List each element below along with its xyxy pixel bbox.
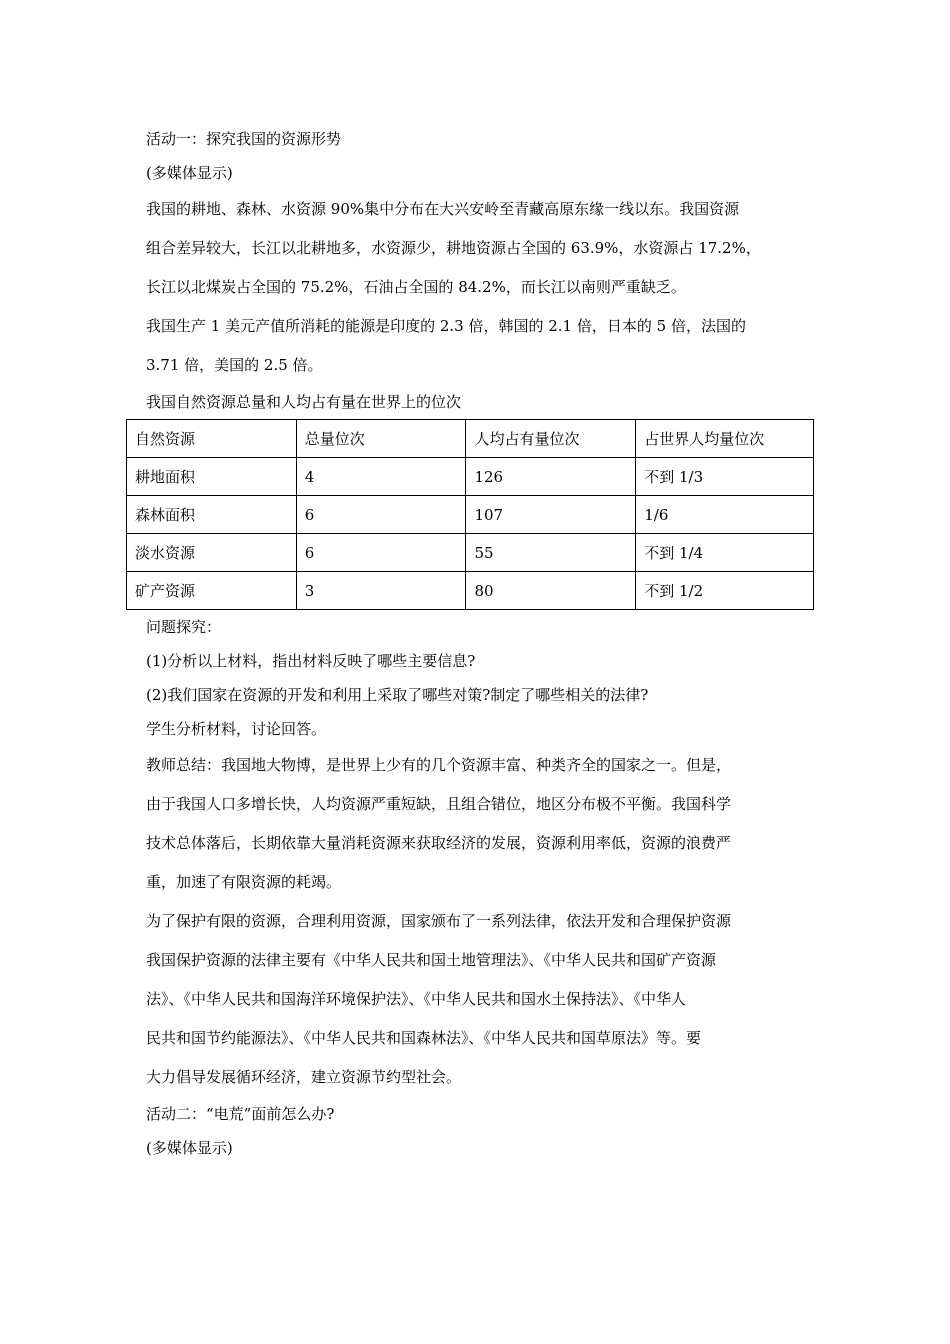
paragraph-line: 我国的耕地、森林、水资源 90%集中分布在大兴安岭至青藏高原东缘一线以东。我国资源 xyxy=(146,200,740,218)
table-cell: 4 xyxy=(296,458,466,496)
paragraph-line: 我国生产 1 美元产值所消耗的能源是印度的 2.3 倍，韩国的 2.1 倍，日本的 5 倍，法国的 xyxy=(146,317,746,335)
table-cell: 不到 1/3 xyxy=(636,458,814,496)
activity2-title: 活动二：“电荒”面前怎么办? xyxy=(146,1105,335,1123)
paragraph-line: 技术总体落后，长期依靠大量消耗资源来获取经济的发展，资源利用率低，资源的浪费严 xyxy=(146,834,732,852)
table-cell: 3 xyxy=(296,572,466,610)
table-title: 我国自然资源总量和人均占有量在世界上的位次 xyxy=(146,393,462,411)
activity1-title: 活动一：探究我国的资源形势 xyxy=(146,130,342,148)
table-header-cell: 自然资源 xyxy=(127,420,297,458)
table-cell: 1/6 xyxy=(636,496,814,534)
media-note: (多媒体显示) xyxy=(146,1139,233,1157)
table-header-row xyxy=(127,420,814,458)
questions-label: 问题探究： xyxy=(146,618,222,636)
table-header-cell: 占世界人均量位次 xyxy=(636,420,814,458)
paragraph-line: 为了保护有限的资源，合理利用资源，国家颁布了一系列法律，依法开发和合理保护资源 xyxy=(146,912,732,930)
paragraph-line: 我国保护资源的法律主要有《中华人民共和国土地管理法》、《中华人民共和国矿产资源 xyxy=(146,951,717,969)
table-row xyxy=(127,534,814,572)
question-1: (1)分析以上材料，指出材料反映了哪些主要信息? xyxy=(146,652,476,670)
paragraph-line: 由于我国人口多增长快，人均资源严重短缺，且组合错位，地区分布极不平衡。我国科学 xyxy=(146,795,732,813)
document-page xyxy=(135,122,814,1165)
table-cell: 80 xyxy=(466,572,636,610)
table-row xyxy=(127,458,814,496)
table-cell: 耕地面积 xyxy=(127,458,297,496)
table-header-cell: 总量位次 xyxy=(296,420,466,458)
paragraph-line: 大力倡导发展循环经济，建立资源节约型社会。 xyxy=(146,1068,462,1086)
resource-distribution-paragraph xyxy=(146,190,814,307)
paragraph-line: 民共和国节约能源法》、《中华人民共和国森林法》、《中华人民共和国草原法》等。要 xyxy=(146,1029,702,1047)
table-cell: 矿产资源 xyxy=(127,572,297,610)
table-row xyxy=(127,496,814,534)
table-cell: 淡水资源 xyxy=(127,534,297,572)
resource-laws-paragraph xyxy=(146,902,814,1097)
table-cell: 森林面积 xyxy=(127,496,297,534)
paragraph-line: 教师总结：我国地大物博，是世界上少有的几个资源丰富、种类齐全的国家之一。但是， xyxy=(146,756,732,774)
table-cell: 不到 1/2 xyxy=(636,572,814,610)
paragraph-line: 重，加速了有限资源的耗竭。 xyxy=(146,873,342,891)
table-cell: 6 xyxy=(296,534,466,572)
table-cell: 6 xyxy=(296,496,466,534)
table-cell: 55 xyxy=(466,534,636,572)
energy-consumption-paragraph xyxy=(146,307,814,385)
media-note: (多媒体显示) xyxy=(146,164,233,182)
student-activity: 学生分析材料，讨论回答。 xyxy=(146,720,327,738)
table-row xyxy=(127,572,814,610)
paragraph-line: 3.71 倍，美国的 2.5 倍。 xyxy=(146,356,323,374)
table-cell: 126 xyxy=(466,458,636,496)
table-cell: 107 xyxy=(466,496,636,534)
table-cell: 不到 1/4 xyxy=(636,534,814,572)
question-2: (2)我们国家在资源的开发和利用上采取了哪些对策?制定了哪些相关的法律? xyxy=(146,686,649,704)
resource-ranking-table xyxy=(126,419,814,610)
table-header-cell: 人均占有量位次 xyxy=(466,420,636,458)
paragraph-line: 组合差异较大，长江以北耕地多，水资源少，耕地资源占全国的 63.9%，水资源占 17.2%， xyxy=(146,239,761,257)
teacher-summary xyxy=(146,746,814,902)
paragraph-line: 长江以北煤炭占全国的 75.2%，石油占全国的 84.2%，而长江以南则严重缺乏。 xyxy=(146,278,686,296)
paragraph-line: 法》、《中华人民共和国海洋环境保护法》、《中华人民共和国水土保持法》、《中华人 xyxy=(146,990,687,1008)
